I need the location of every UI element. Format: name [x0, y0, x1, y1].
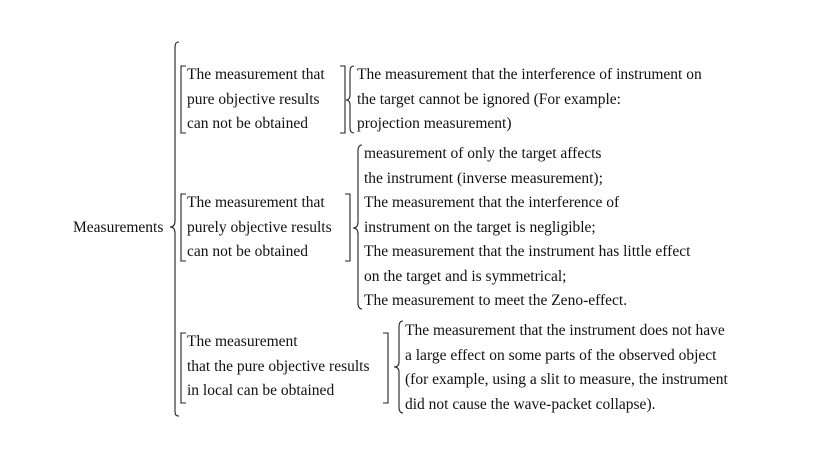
category-1-detail-line-2: the target cannot be ignored (For example:	[357, 90, 621, 108]
category-2-detail-line-7: The measurement to meet the Zeno-effect.	[364, 292, 628, 309]
category-3-detail-line-4: did not cause the wave-packet collapse).	[405, 395, 656, 413]
category-1-details	[357, 63, 702, 137]
category-2-details	[364, 142, 690, 314]
category-1-label	[187, 63, 325, 137]
root-label: Measurements	[73, 219, 164, 236]
category-3-details	[405, 319, 728, 417]
category-1-detail-line-3: projection measurement)	[357, 115, 512, 132]
category-1-left-bracket	[181, 66, 186, 133]
category-2-detail-line-3: The measurement that the interference of	[364, 194, 620, 211]
category-3-label-line-2: that the pure objective results	[187, 357, 370, 375]
category-1-label-line-3: can not be obtained	[187, 115, 308, 132]
category-3-label-line-3: in local can be obtained	[187, 382, 335, 399]
category-1-label-line-2: pure objective results	[187, 90, 320, 108]
category-1-label-line-1: The measurement that	[187, 66, 325, 83]
category-2-right-bracket	[345, 194, 350, 261]
category-1-detail-line-1: The measurement that the interference of instrument on	[357, 66, 702, 83]
category-3-detail-line-2: a large effect on some parts of the observed object	[405, 346, 717, 364]
category-2-detail-line-2: the instrument (inverse measurement);	[364, 169, 603, 187]
category-2-detail-line-6: on the target and is symmetrical;	[364, 267, 567, 285]
category-1-right-bracket	[340, 66, 345, 133]
category-3-detail-line-1: The measurement that the instrument does not have	[405, 322, 725, 339]
category-3-detail-brace	[394, 321, 403, 413]
category-2-detail-brace	[353, 145, 362, 309]
category-2-detail-line-1: measurement of only the target affects	[364, 145, 602, 162]
category-2-detail-line-4: instrument on the target is negligible;	[364, 218, 596, 236]
category-3-detail-line-3: (for example, using a slit to measure, the instrument	[405, 371, 728, 388]
category-2-detail-line-5: The measurement that the instrument has little effect	[364, 243, 691, 260]
category-3-label	[187, 330, 370, 404]
category-3-right-bracket	[383, 333, 388, 403]
category-2-left-bracket	[181, 194, 186, 261]
category-2-label-line-1: The measurement that	[187, 194, 325, 211]
category-1-detail-brace	[346, 66, 354, 133]
category-3-left-bracket	[181, 333, 186, 403]
category-3-label-line-1: The measurement	[187, 333, 298, 350]
category-2-label-line-3: can not be obtained	[187, 243, 308, 260]
category-2-label-line-2: purely objective results	[187, 218, 332, 236]
category-2-label	[187, 191, 332, 265]
root-brace	[170, 42, 179, 416]
